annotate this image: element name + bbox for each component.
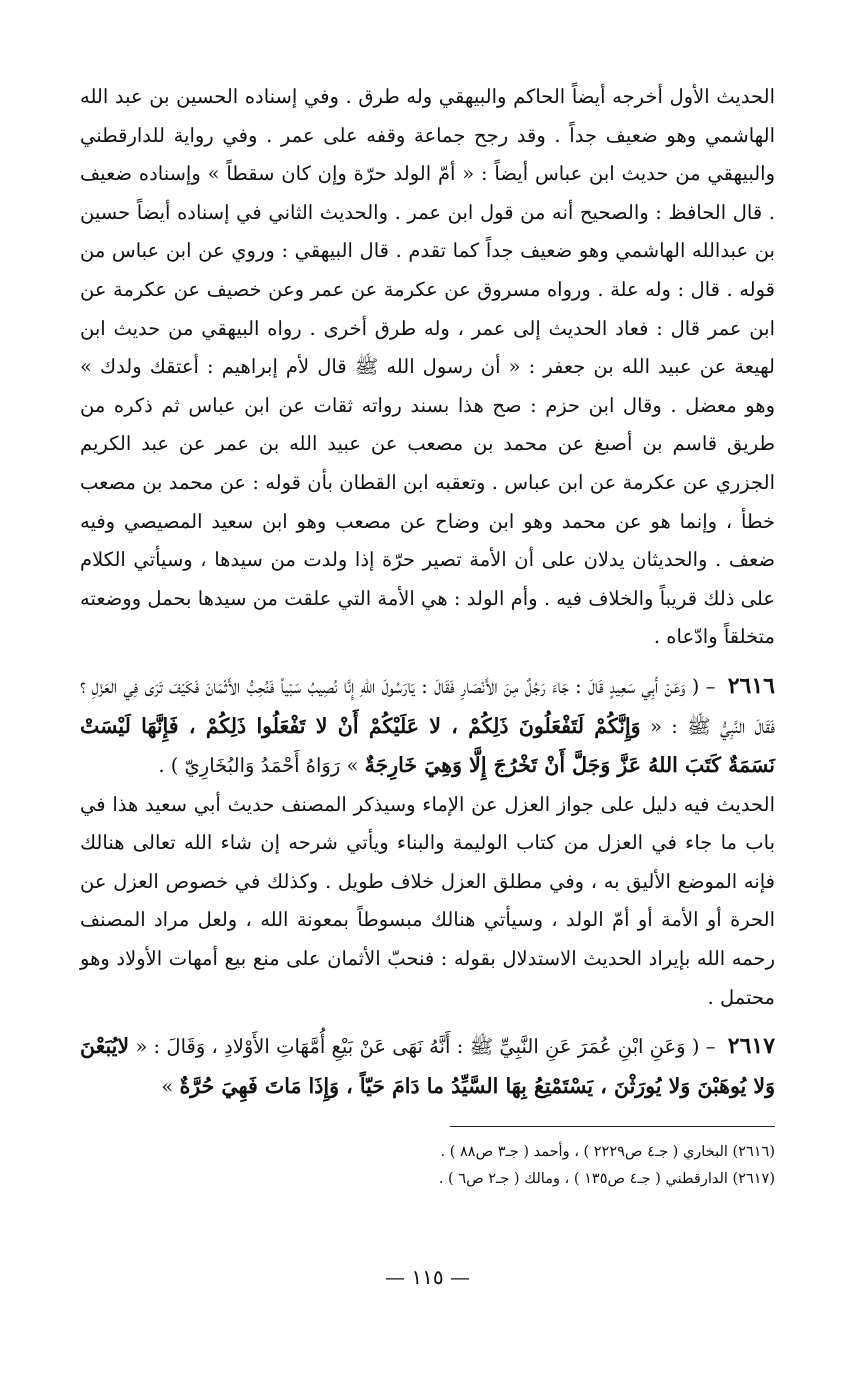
hadith-text: وَإِنَّكُمْ لَتَفْعَلُونَ ذَلِكُمْ ، لا عَلَيْكُمْ أَنْ لا تَفْعَلُوا ذَلِكُمْ ، فَإِنَّهَا لَيْسَتْ نَسَمَةٌ كَتَبَ اللهُ عَزَّ وَجَلَّ أَنْ تَخْرُجَ إِلَّا وَهِيَ خَارِجَةٌ (80, 713, 775, 778)
hadith-2616 (80, 667, 775, 786)
page-body (80, 78, 775, 1193)
footnote-divider (450, 1126, 775, 1127)
footnote: (٢٦١٦) البخاري ( جـ٤ ص٢٢٢٩ ) ، وأحمد ( جـ٣ ص٨٨ ) . (440, 1144, 775, 1161)
hadith-intro: – ( وَعَنْ أَبِي سَعِيدٍ قَالَ : جَاءَ رَجُلٌ مِنَ الأَنْصَارِ فَقَالَ : يَارَسُولَ اللهِ إِنَّا نُصِيبُ سَبْياً فَنُحِبُّ الأَثْمَانَ فَكَيْفَ تَرَى فِي العَزْلِ ؟ فَقَالَ النَّبِيُّ ﷺ : « (80, 674, 775, 738)
hadith-source: » (161, 1074, 174, 1098)
hadith-source: » رَوَاهُ أَحْمَدُ وَالبُخَارِيّ ) . (158, 754, 359, 778)
hadith-number: ٢٦١٦ (727, 672, 775, 699)
hadith-text: لايُبَعْنَ وَلا يُوهَبْنَ وَلا يُورَثْنَ ، يَسْتَمْتِعُ بِهَا السَّيِّدُ ما دَامَ حَيّاً ، وَإِذَا مَاتَ فَهِيَ حُرَّةٌ (80, 1034, 775, 1098)
hadith-intro: – ( وَعَنِ ابْنِ عُمَرَ عَنِ النَّبِيِّ ﷺ : أَنَّهُ نَهَى عَنْ بَيْعِ أُمَّهَاتِ الأَوْلادِ ، وَقَالَ : « (135, 1035, 716, 1059)
hadith-number: ٢٦١٧ (727, 1033, 776, 1060)
commentary-paragraph: الحديث الأول أخرجه أيضاً الحاكم والبيهقي وله طرق . وفي إسناده الحسين بن عبد الله الهاشمي وهو ضعيف جداً . وقد رجح جماعة وقفه على عمر . وفي رواية للدارقطني والبيهقي من حديث ابن عباس أيضاً : « أمّ الولد حرّة وإن كان سقطاً » وإسناده ضعيف . قال الحافظ : والصحيح أنه من قول ابن عمر . والحديث الثاني في إسناده أيضاً حسين بن عبدالله الهاشمي وهو ضعيف جداً كما تقدم . قال البيهقي : وروي عن ابن عباس من قوله . قال : وله علة . ورواه مسروق عن عكرمة عن عمر وعن خصيف عن عكرمة عن ابن عمر قال : فعاد الحديث إلى عمر ، وله طرق أخرى . رواه البيهقي من حديث ابن لهيعة عن عبيد الله بن جعفر : « أن رسول الله ﷺ قال لأم إبراهيم : أعتقك ولدك » وهو معضل . وقال ابن حزم : صح هذا بسند رواته ثقات عن ابن عباس ثم ذكره من طريق قاسم بن أصبغ عن محمد بن مصعب عن عبيد الله بن عمر عن عبد الكريم الجزري عن عكرمة عن ابن عباس . وتعقبه ابن القطان بأن قوله : عن محمد بن مصعب خطأ ، وإنما هو عن محمد وهو ابن وضاح عن مصعب وهو ابن سعيد المصيصي وفيه ضعف . والحديثان يدلان على أن الأمة تصير حرّة إذا ولدت من سيدها ، وسيأتي الكلام على ذلك قريباً والخلاف فيه . وأم الولد : هي الأمة التي علقت من سيدها بحمل ووضعته متخلقاً وادّعاه . (80, 85, 775, 649)
hadith-2617 (80, 1027, 775, 1106)
footnote: (٢٦١٧) الدارقطني ( جـ٤ ص١٣٥ ) ، ومالك ( جـ٢ ص٦ ) . (438, 1171, 775, 1188)
page-number: — ١١٥ — (385, 1265, 470, 1289)
commentary-paragraph-2: الحديث فيه دليل على جواز العزل عن الإماء وسيذكر المصنف حديث أبي سعيد هذا في باب ما جاء في العزل من كتاب الوليمة والبناء ويأتي شرحه إن شاء الله تعالى هنالك فإنه الموضع الأليق به ، وفي مطلق العزل خلاف طويل . وكذلك في خصوص العزل عن الحرة أو الأمة أو أمّ الولد ، وسيأتي هنالك مبسوطاً بمعونة الله ، ولعل مراد المصنف رحمه الله بإيراد الحديث الاستدلال بقوله : فنحبّ الأثمان على منع بيع أمهات الأولاد وهو محتمل . (80, 792, 775, 1009)
